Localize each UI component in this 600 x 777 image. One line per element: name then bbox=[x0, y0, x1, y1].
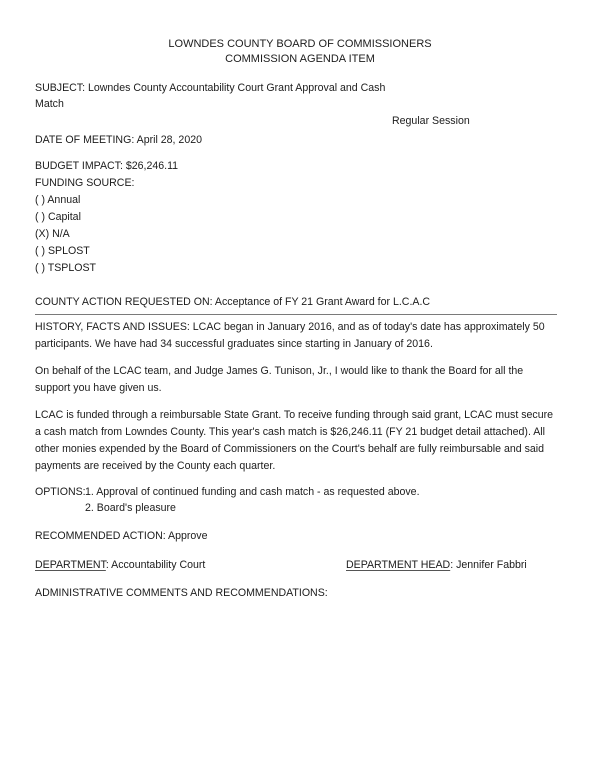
options-label: OPTIONS: bbox=[35, 486, 86, 498]
thanks-line-2: support you have given us. bbox=[35, 382, 162, 394]
funding-paragraph-line-1: LCAC is funded through a reimbursable State Grant. To receive funding through said grant, LCAC must secure bbox=[35, 409, 554, 421]
funding-paragraph-line-3: other monies expended by the Board of Commissioners on the Court's behalf are fully reimbursable and said bbox=[35, 443, 545, 455]
department-head-value: : Jennifer Fabbri bbox=[450, 559, 527, 571]
subject-line-2: Match bbox=[35, 98, 64, 110]
option-item-2: 2. Board's pleasure bbox=[85, 502, 176, 514]
administrative-comments: ADMINISTRATIVE COMMENTS AND RECOMMENDATIONS: bbox=[35, 587, 328, 599]
department-label: DEPARTMENT bbox=[35, 559, 106, 571]
session-type: Regular Session bbox=[392, 115, 470, 127]
funding-option-capital: ( ) Capital bbox=[35, 211, 81, 223]
funding-source-label: FUNDING SOURCE: bbox=[35, 177, 135, 189]
recommended-action: RECOMMENDED ACTION: Approve bbox=[35, 530, 208, 542]
history-line-1: HISTORY, FACTS AND ISSUES: LCAC began in January 2016, and as of today's date has approximately 50 bbox=[35, 321, 545, 333]
funding-paragraph-line-4: payments are received by the County each quarter. bbox=[35, 460, 276, 472]
date-of-meeting: DATE OF MEETING: April 28, 2020 bbox=[35, 134, 203, 146]
subject-line-1: SUBJECT: Lowndes County Accountability Court Grant Approval and Cash bbox=[35, 82, 386, 94]
funding-paragraph-line-2: a cash match from Lowndes County. This year's cash match is $26,246.11 (FY 21 budget detail attached). All bbox=[35, 426, 546, 438]
department-head bbox=[346, 559, 527, 572]
funding-option-tsplost: ( ) TSPLOST bbox=[35, 262, 97, 274]
history-line-2: participants. We have had 34 successful graduates since starting in January of 2016. bbox=[35, 338, 433, 350]
thanks-line-1: On behalf of the LCAC team, and Judge James G. Tunison, Jr., I would like to thank the Board for all the bbox=[35, 365, 524, 377]
budget-impact: BUDGET IMPACT: $26,246.11 bbox=[35, 160, 179, 172]
funding-option-annual: ( ) Annual bbox=[35, 194, 81, 206]
funding-option-na: (X) N/A bbox=[35, 228, 70, 240]
county-action-requested: COUNTY ACTION REQUESTED ON: Acceptance of FY 21 Grant Award for L.C.A.C bbox=[35, 296, 431, 308]
department bbox=[35, 559, 205, 572]
section-divider bbox=[35, 314, 557, 315]
department-head-label: DEPARTMENT HEAD bbox=[346, 559, 451, 571]
agenda-item-title: COMMISSION AGENDA ITEM bbox=[225, 53, 375, 65]
option-item-1: 1. Approval of continued funding and cash match - as requested above. bbox=[85, 486, 420, 498]
board-title: LOWNDES COUNTY BOARD OF COMMISSIONERS bbox=[168, 38, 432, 50]
department-value: : Accountability Court bbox=[105, 559, 206, 571]
funding-option-splost: ( ) SPLOST bbox=[35, 245, 90, 257]
